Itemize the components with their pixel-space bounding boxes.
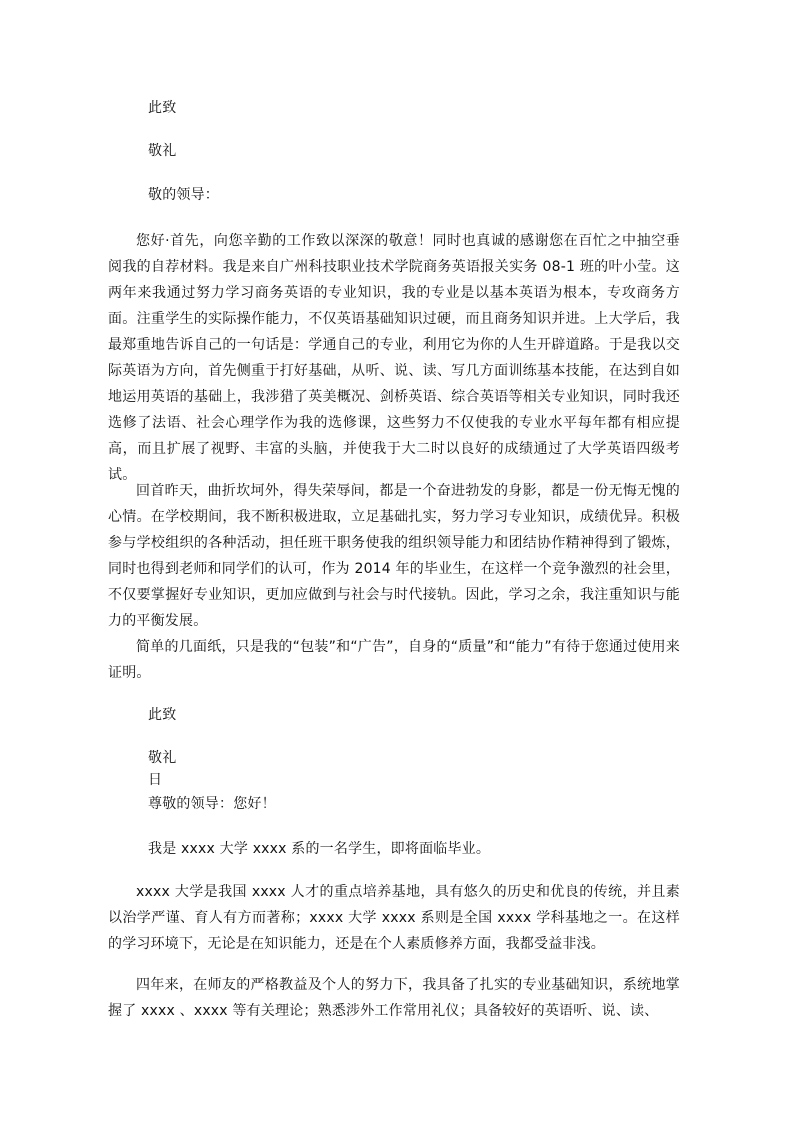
greeting: 敬的领导： [148,187,219,203]
closing-regards-2: 敬礼 [148,750,177,766]
body-paragraph-closing: 简单的几面纸，只是我的“包装”和“广告”，自身的“质量”和“能力”有待于您通过使用来证明。 [108,639,680,681]
body-paragraph-intro: 您好·首先，向您辛勤的工作致以深深的敬意！同时也真诚的感谢您在百忙之中抽空垂阅我的自荐材料。我是来自广州科技职业技术学院商务英语报关实务 08-1 班的叶小莹。这两年来我通过努力学习商务英语的专业知识，我的专业是以基本英语为根本，专攻商务方面。注重学生的实际操作能力，不仅英语基础知识过硬，而且商务知识并进。上大学后，我最郑重地告诉自己的一句话是：学通自己的专业，利用它为你的人生开辟道路。于是我以交际英语为方向，首先侧重于打好基础，从听、说、读、写几方面训练基本技能，在达到自如地运用英语的基础上，我涉猎了英美概况、剑桥英语、综合英语等相关专业知识，同时我还选修了法语、社会心理学作为我的选修课，这些努力不仅使我的专业水平每年都有相应提高，而且扩展了视野、丰富的头脑，并使我于大二时以良好的成绩通过了大学英语四级考试。 [108,233,680,483]
body-paragraph-reflection: 回首昨天，曲折坎坷外，得失荣辱间，都是一个奋进勃发的身影，都是一份无悔无愧的心情。在学校期间，我不断积极进取，立足基础扎实，努力学习专业知识，成绩优异。积极参与学校组织的各种活动，担任班干职务使我的组织领导能力和团结协作精神得到了锻炼，同时也得到老师和同学们的认可，作为 2014 年的毕业生，在这样一个竞争激烈的社会里，不仅要掌握好专业知识，更加应做到与社会与时代接轨。因此，学习之余，我注重知识与能力的平衡发展。 [108,483,680,629]
body-paragraph-university: xxxx 大学是我国 xxxx 人才的重点培养基地，具有悠久的历史和优良的传统，并且素以治学严谨、育人有方而著称；xxxx 大学 xxxx 系则是全国 xxxx 学科基地之一。在这样的学习环境下，无论是在知识能力，还是在个人素质修养方面，我都受益非浅。 [108,884,680,952]
greeting-2: 尊敬的领导：您好！ [148,796,276,812]
body-paragraph-self-intro: 我是 xxxx 大学 xxxx 系的一名学生，即将面临毕业。 [148,841,491,857]
closing-salutation: 此致 [148,100,177,116]
date-line: 日 [148,772,163,788]
closing-salutation-2: 此致 [148,707,177,723]
body-paragraph-studies: 四年来，在师友的严格教益及个人的努力下，我具备了扎实的专业基础知识，系统地掌握了 xxxx 、xxxx 等有关理论；熟悉涉外工作常用礼仪；具备较好的英语听、说、读、 [108,977,680,1019]
closing-regards: 敬礼 [148,143,177,159]
